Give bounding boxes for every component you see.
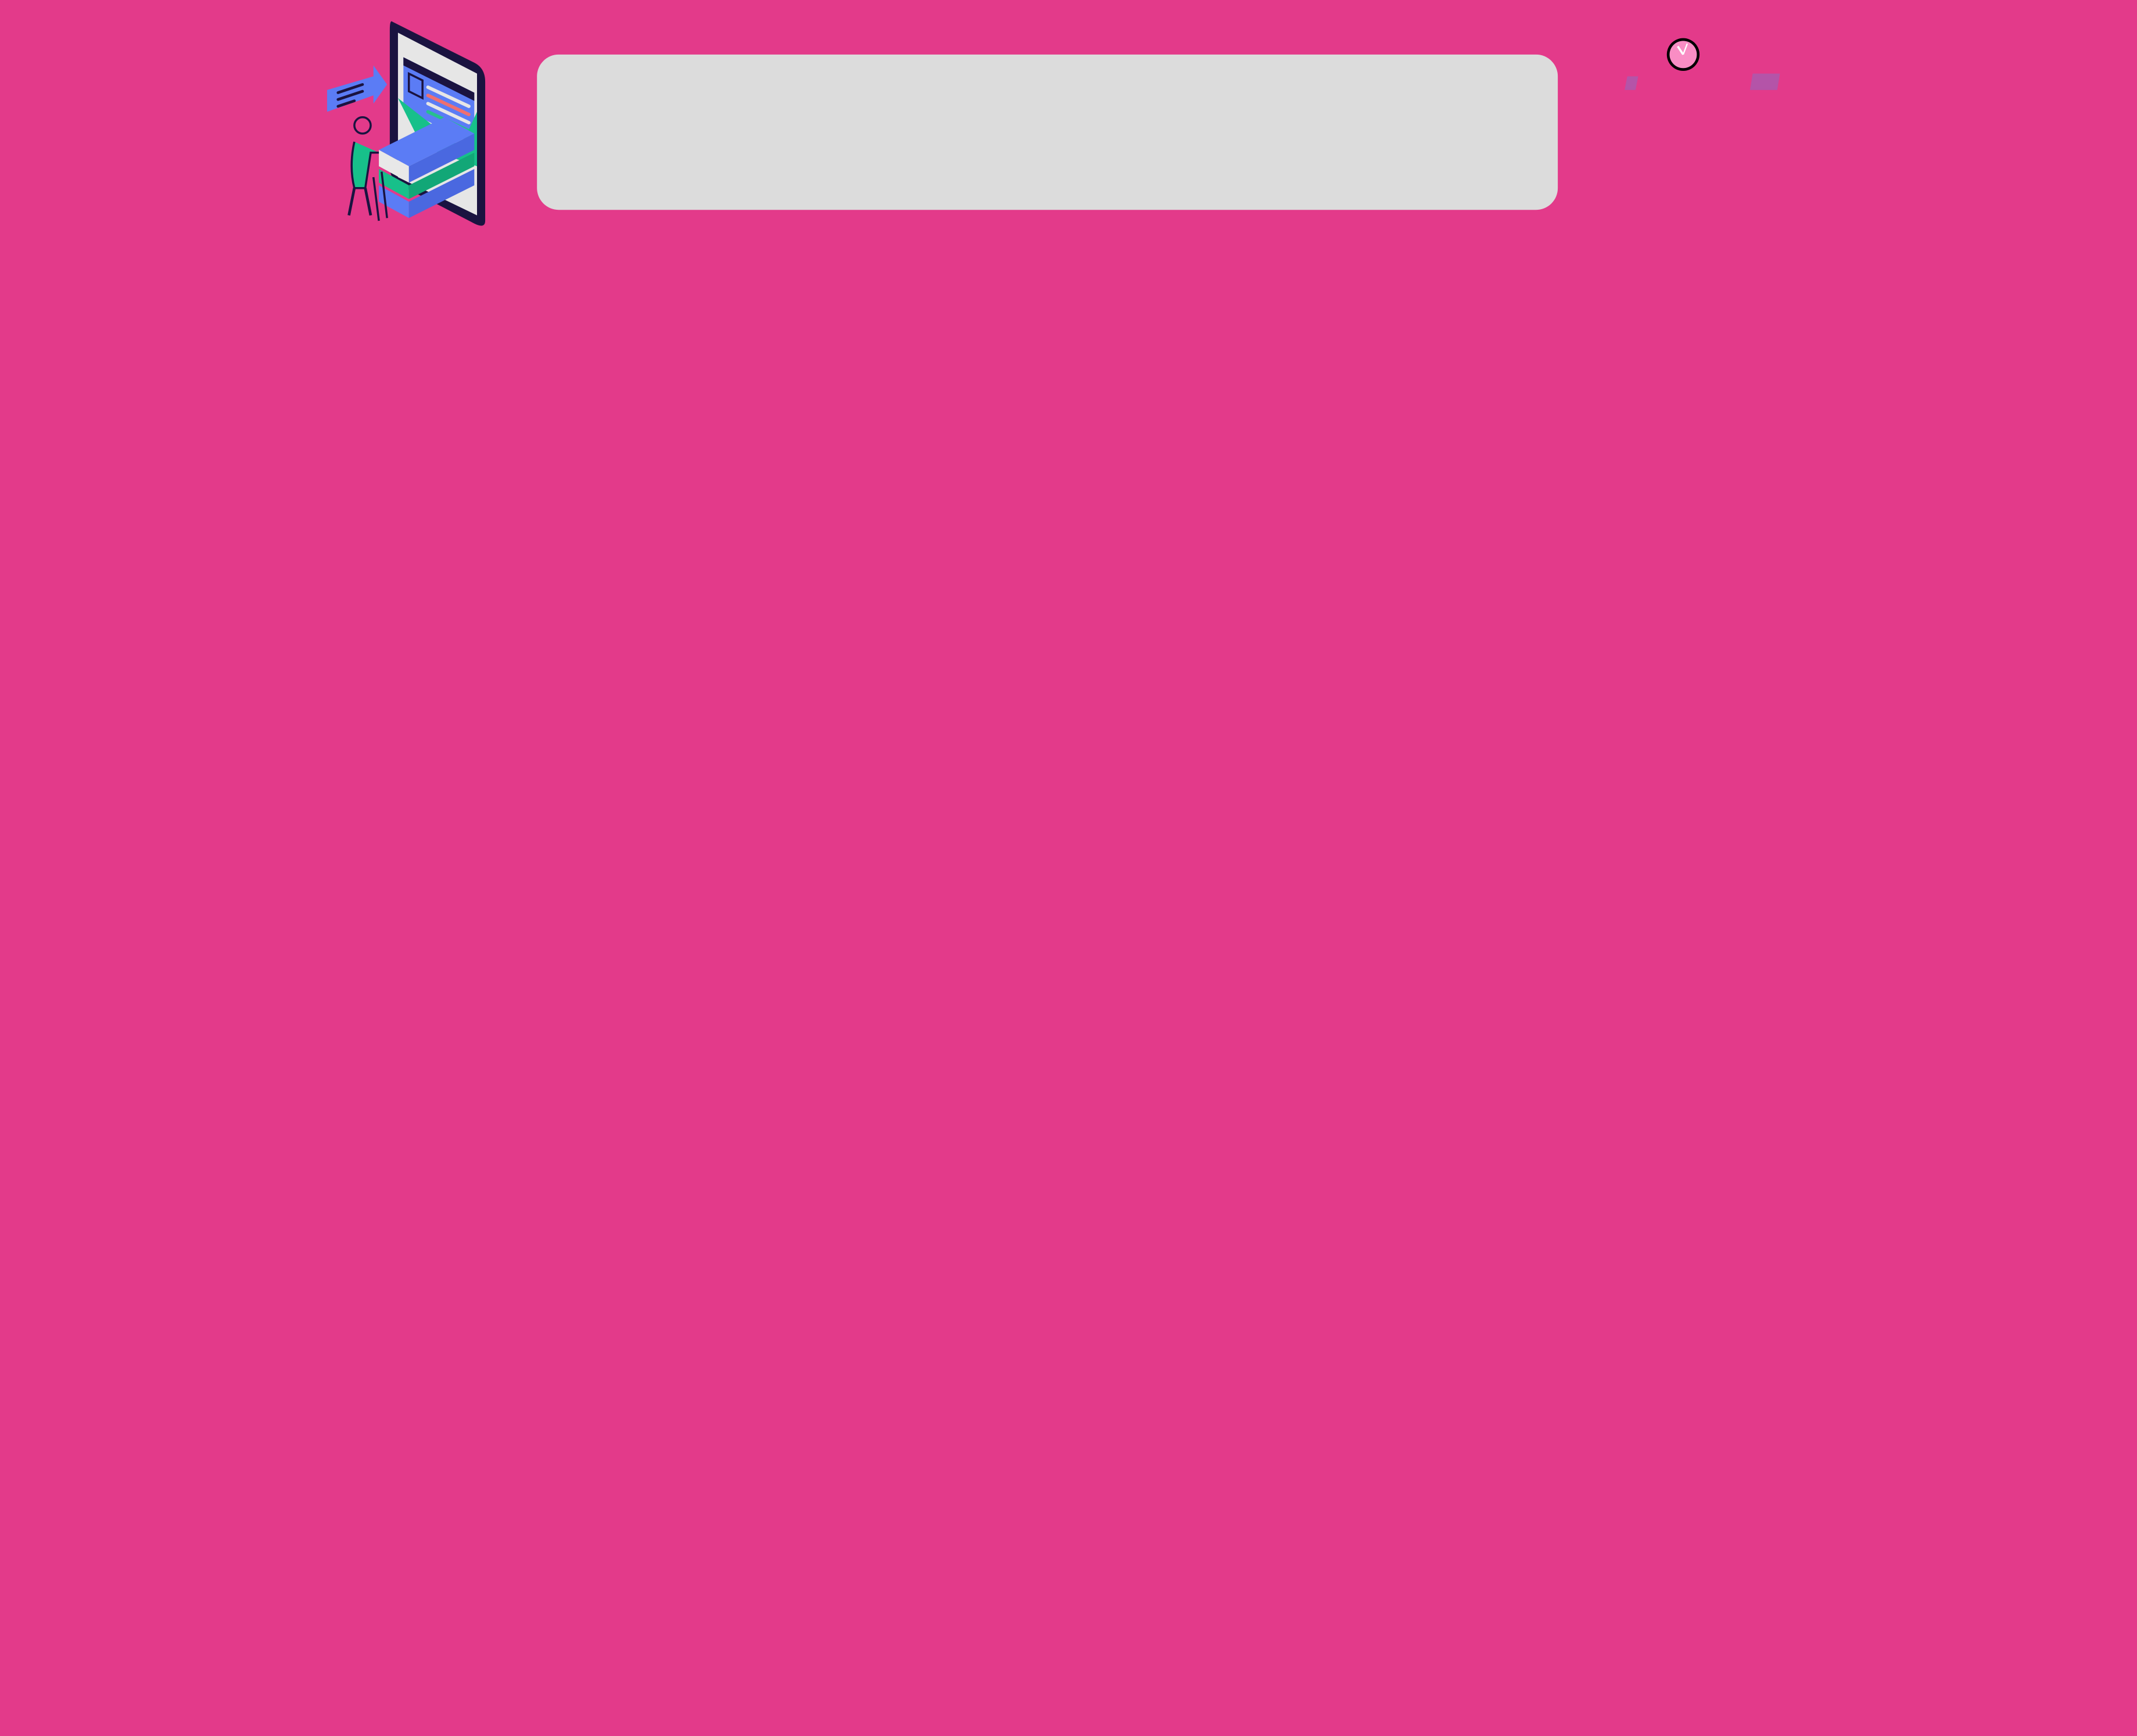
person-with-books-illustration bbox=[324, 16, 493, 229]
page-title bbox=[537, 55, 1558, 210]
person-at-laptop-illustration bbox=[1608, 27, 1826, 232]
